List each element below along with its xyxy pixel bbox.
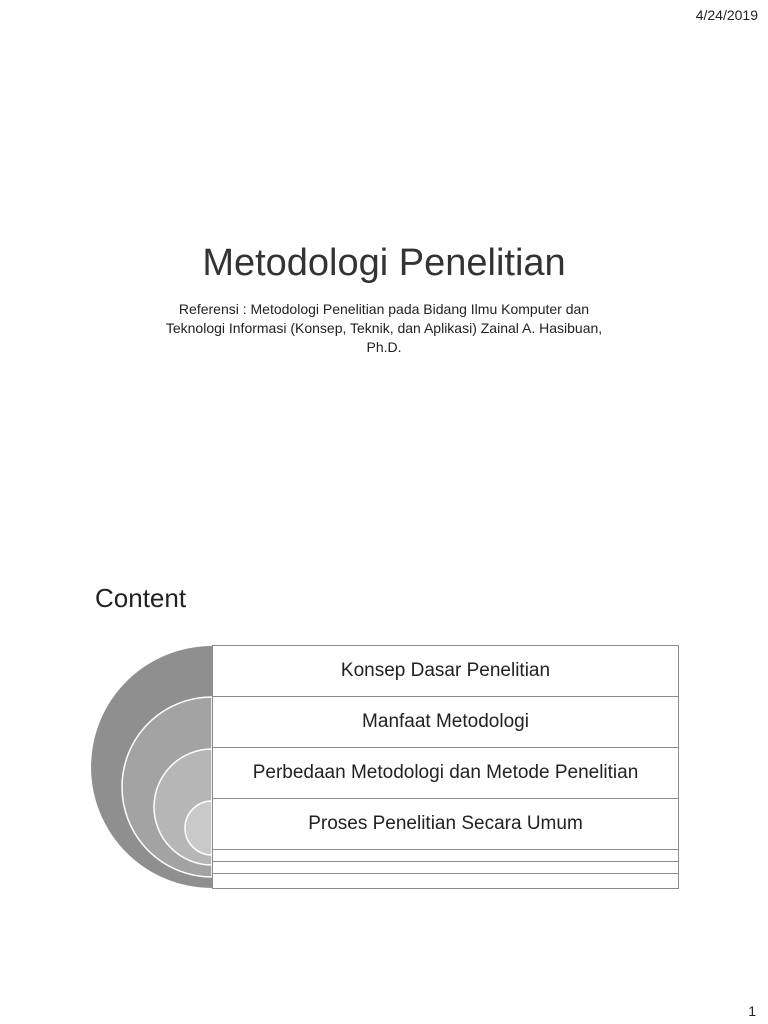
subtitle-line-2: Teknologi Informasi (Konsep, Teknik, dan Aplikasi) Zainal A. Hasibuan,	[165, 320, 603, 336]
content-diagram	[90, 645, 679, 889]
page-number: 1	[748, 1003, 756, 1019]
list-item: Proses Penelitian Secara Umum	[213, 799, 678, 850]
empty-row	[213, 862, 678, 874]
list-item: Konsep Dasar Penelitian	[213, 646, 678, 697]
list-item: Perbedaan Metodologi dan Metode Penelitian	[213, 748, 678, 799]
slide-subtitle	[120, 300, 648, 357]
slide-title: Metodologi Penelitian	[202, 242, 566, 284]
empty-row	[213, 850, 678, 862]
nested-arcs-graphic	[90, 645, 220, 889]
subtitle-line-3: Ph.D.	[366, 339, 402, 355]
subtitle-line-1: Referensi : Metodologi Penelitian pada Bidang Ilmu Komputer dan	[178, 301, 590, 317]
content-title: Content	[95, 583, 187, 613]
content-list	[212, 645, 679, 889]
list-item: Manfaat Metodologi	[213, 697, 678, 748]
date-label: 4/24/2019	[695, 7, 758, 23]
